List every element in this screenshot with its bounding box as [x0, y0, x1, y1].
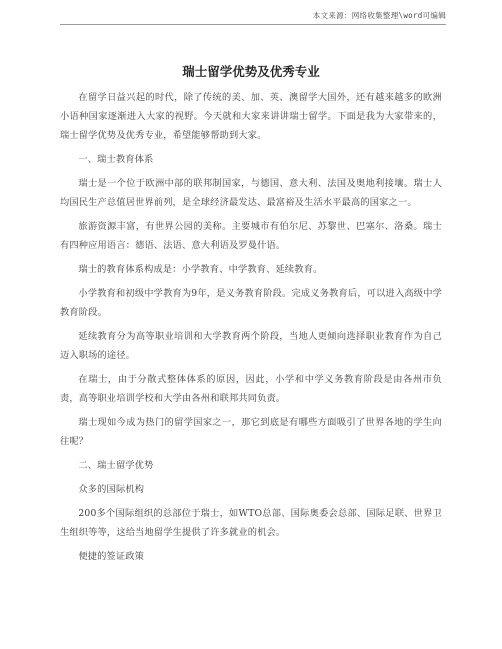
paragraph-continuing-education: 延续教育分为高等职业培训和大学教育两个阶段，当地人更倾向选择职业教育作为自己迈入职场的途径。	[60, 331, 442, 361]
source-note: 本文来源：网络收集整理\word可编辑	[312, 11, 446, 20]
paragraph-intro: 在留学日益兴起的时代，除了传统的美、加、英、澳留学大国外，还有越来越多的欧洲小语种国家逐渐进入大家的视野。今天就和大家来讲讲瑞士留学。下面是我为大家带来的，瑞士留学优势及优秀专业，希望能够帮助到大家。	[60, 92, 442, 141]
paragraph-responsibility: 在瑞士，由于分散式整体体系的原因，因此，小学和中学义务教育阶段是由各州市负责，高等职业培训学校和大学由各州和联邦共同负责。	[60, 374, 442, 404]
section-heading-education-system: 一、瑞士教育体系	[78, 154, 154, 165]
paragraph-international-organizations: 200多个国际组织的总部位于瑞士，如WTO总部、国际奥委会总部、国际足联、世界卫生组织等等，这给当地留学生提供了许多就业的机会。	[60, 508, 442, 538]
subheading-visa-policy: 便捷的签证政策	[78, 551, 145, 562]
subheading-international-organizations: 众多的国际机构	[78, 484, 145, 495]
header-divider	[60, 24, 446, 25]
section-heading-advantages: 二、瑞士留学优势	[78, 460, 154, 471]
document-title: 瑞士留学优势及优秀专业	[182, 64, 320, 79]
paragraph-compulsory-education: 小学教育和初级中学教育为9年，是义务教育阶段。完成义务教育后，可以进入高级中学教育阶段。	[60, 288, 442, 318]
document-body	[60, 62, 442, 571]
paragraph-tourism-languages: 旅游资源丰富，有世界公园的美称。主要城市有伯尔尼、苏黎世、巴塞尔、洛桑。瑞士有四种应用语言：德语、法语、意大利语及罗曼什语。	[60, 221, 442, 251]
paragraph-popularity: 瑞士现如今成为热门的留学国家之一，那它到底是有哪些方面吸引了世界各地的学生向往呢？	[60, 417, 442, 447]
paragraph-geography: 瑞士是一个位于欧洲中部的联邦制国家，与德国、意大利、法国及奥地利接壤。瑞士人均国民生产总值居世界前列，是全球经济最发达、最富裕及生活水平最高的国家之一。	[60, 178, 442, 208]
paragraph-education-structure: 瑞士的教育体系构成是：小学教育、中学教育、延续教育。	[78, 264, 323, 275]
